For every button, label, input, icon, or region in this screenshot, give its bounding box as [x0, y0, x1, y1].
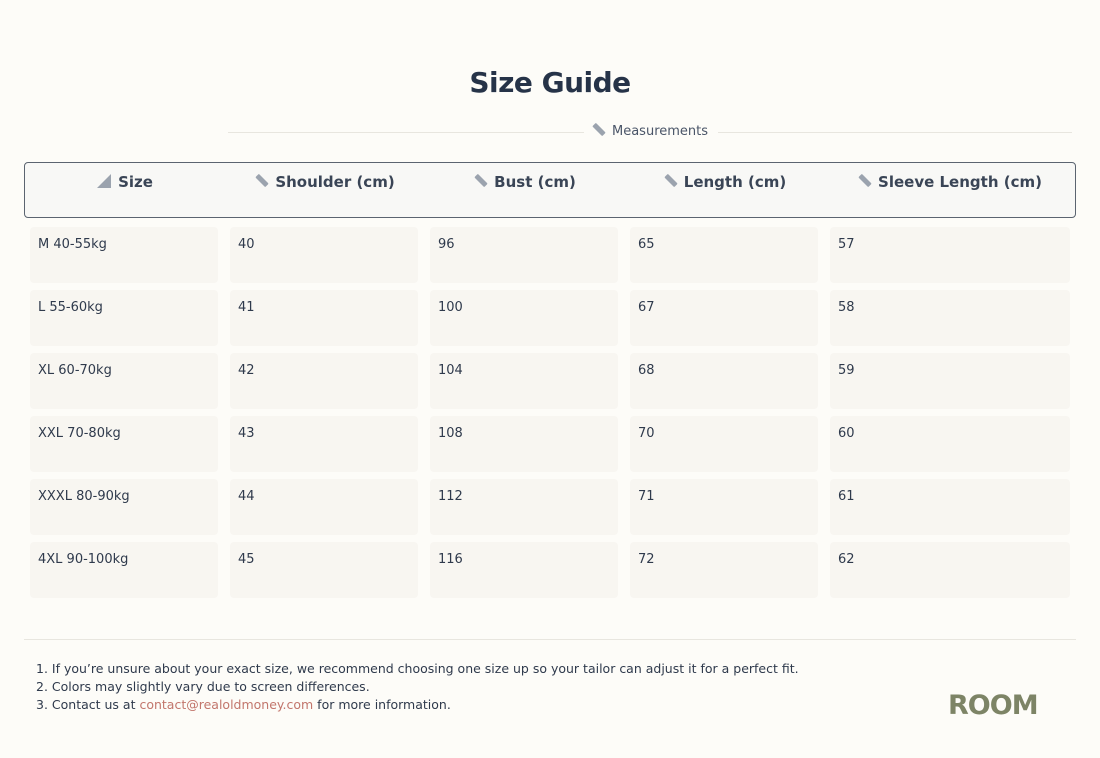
table-cell: 62 [830, 542, 1070, 598]
table-cell: 65 [630, 227, 818, 283]
notes [36, 660, 799, 714]
note-3-prefix: 3. Contact us at [36, 697, 140, 712]
table-cell: XXL 70-80kg [30, 416, 218, 472]
table-cell: 108 [430, 416, 618, 472]
table-header [24, 162, 1076, 218]
column-header-label: Bust (cm) [494, 173, 576, 191]
note-1: 1. If you’re unsure about your exact size, we recommend choosing one size up so your tailor can adjust it for a perfect fit. [36, 661, 799, 676]
ruler-icon [592, 123, 605, 136]
table-cell: 57 [830, 227, 1070, 283]
table-cell: 40 [230, 227, 418, 283]
table-cell: 58 [830, 290, 1070, 346]
brand-logo: ROOM [948, 690, 1038, 721]
table-cell: 59 [830, 353, 1070, 409]
table-cell: 61 [830, 479, 1070, 535]
column-header-label: Size [118, 173, 153, 191]
column-header-label: Shoulder (cm) [275, 173, 395, 191]
column-header-label: Sleeve Length (cm) [878, 173, 1042, 191]
table-cell: L 55-60kg [30, 290, 218, 346]
table-cell: 42 [230, 353, 418, 409]
table-cell: 67 [630, 290, 818, 346]
table-cell: 70 [630, 416, 818, 472]
table-cell: M 40-55kg [30, 227, 218, 283]
table-cell: 104 [430, 353, 618, 409]
note-3-suffix: for more information. [313, 697, 451, 712]
ruler-icon [664, 174, 677, 187]
measurements-text: Measurements [612, 124, 709, 139]
measurements-label [592, 124, 708, 139]
table-cell: 71 [630, 479, 818, 535]
table-cell: 43 [230, 416, 418, 472]
table-cell: 68 [630, 353, 818, 409]
table-cell: 60 [830, 416, 1070, 472]
table-cell: 72 [630, 542, 818, 598]
ruler-icon [256, 174, 269, 187]
table-cell: XL 60-70kg [30, 353, 218, 409]
table-cell: 100 [430, 290, 618, 346]
page-title: Size Guide [469, 66, 631, 99]
table-cell: XXXL 80-90kg [30, 479, 218, 535]
table-cell: 96 [430, 227, 618, 283]
divider-line-right [718, 132, 1072, 133]
table-cell: 45 [230, 542, 418, 598]
table-cell: 112 [430, 479, 618, 535]
table-cell: 41 [230, 290, 418, 346]
note-2: 2. Colors may slightly vary due to screen differences. [36, 679, 370, 694]
ruler-icon [474, 174, 487, 187]
table-cell: 44 [230, 479, 418, 535]
column-header-label: Length (cm) [683, 173, 787, 191]
set-square-icon [97, 174, 111, 188]
column-header-4 [820, 173, 1080, 195]
note-3 [36, 696, 799, 714]
table-cell: 116 [430, 542, 618, 598]
column-header-3 [595, 173, 855, 195]
measurements-divider [228, 122, 1072, 142]
contact-email-link[interactable]: contact@realoldmoney.com [139, 697, 314, 712]
footer-divider [24, 639, 1076, 640]
table-cell: 4XL 90-100kg [30, 542, 218, 598]
ruler-icon [858, 174, 871, 187]
divider-line-left [228, 132, 584, 133]
